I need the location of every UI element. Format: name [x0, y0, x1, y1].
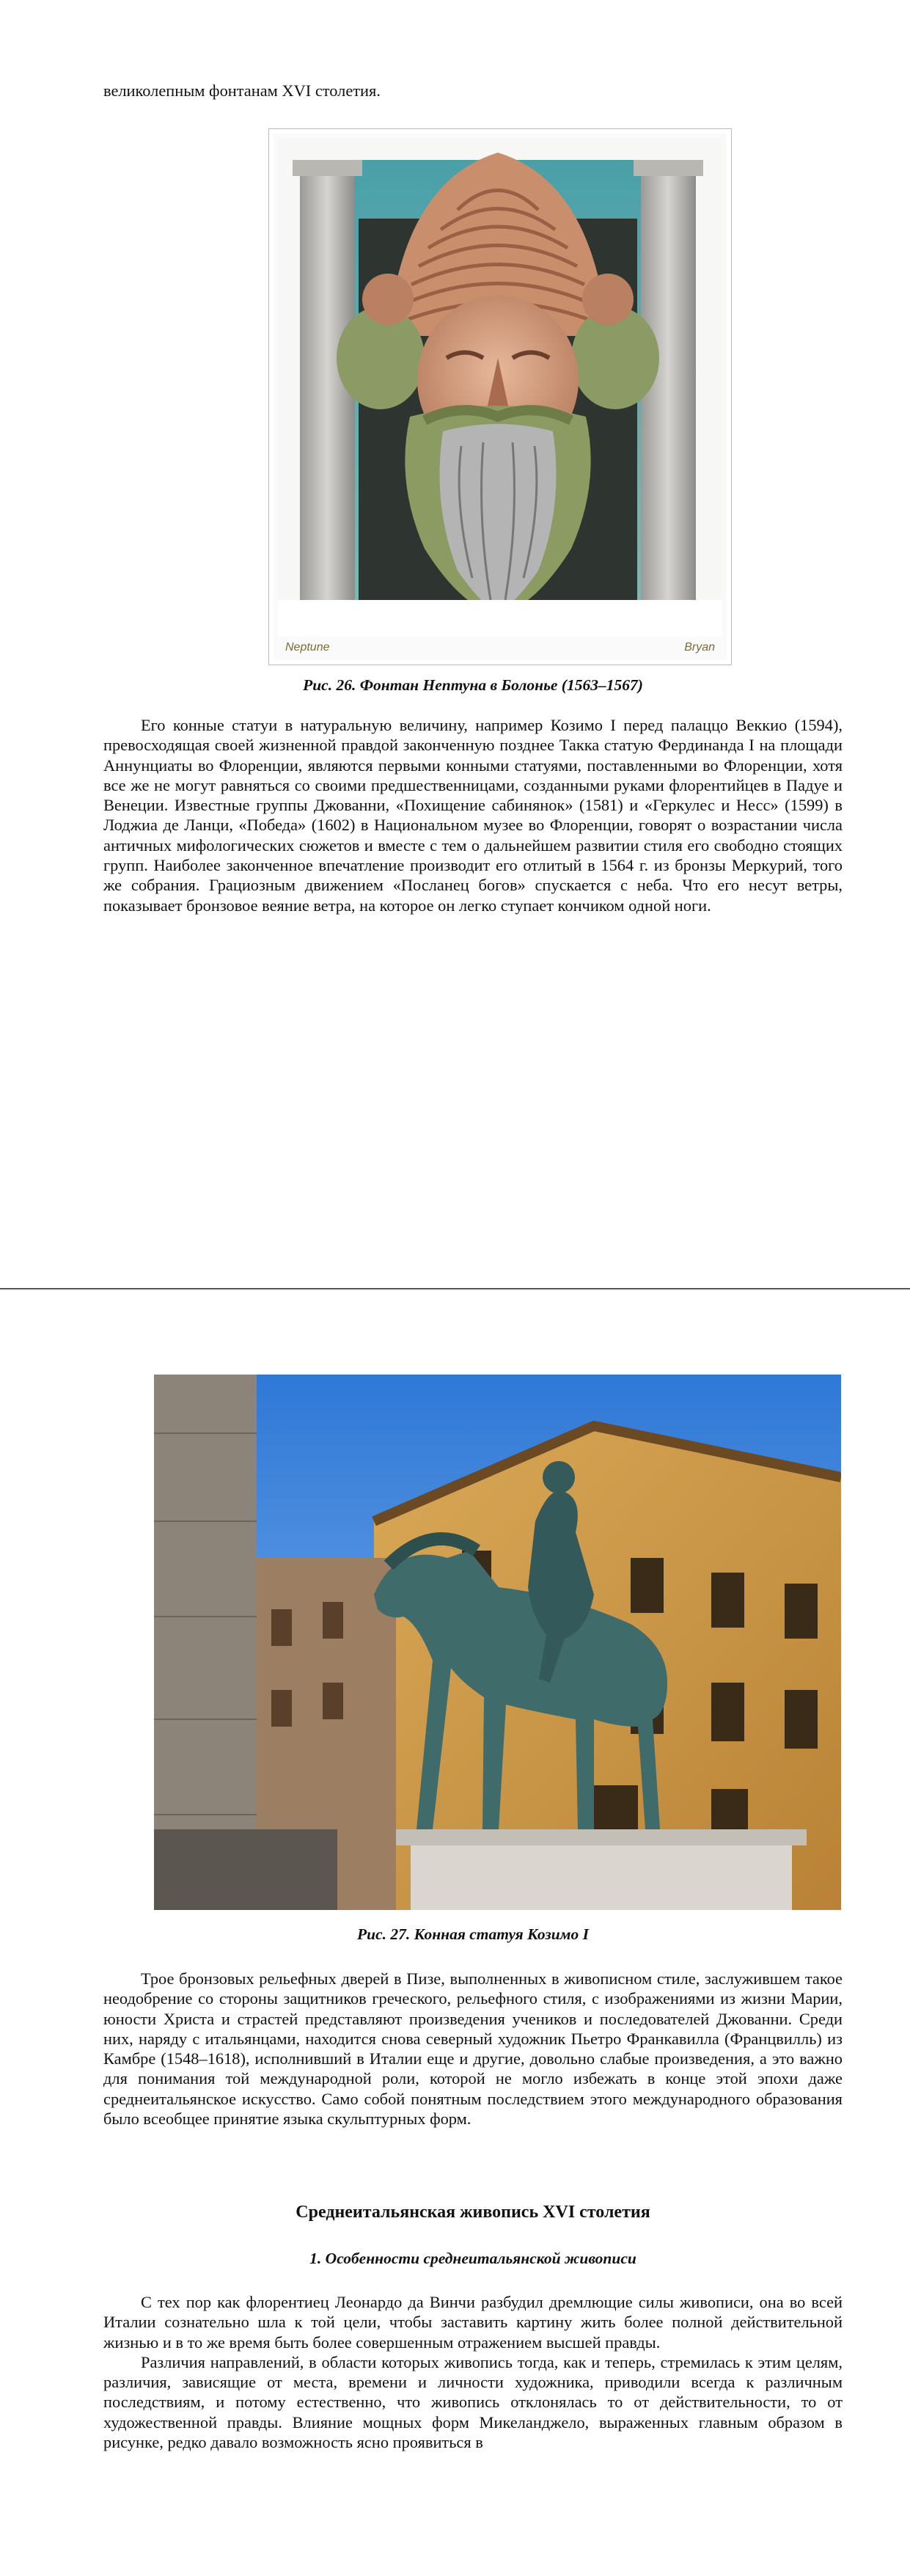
figure-caption: Рис. 26. Фонтан Нептуна в Болонье (1563–1567): [303, 676, 643, 694]
page-separator: [0, 1288, 910, 1289]
paragraph-text: Трое бронзовых рельефных дверей в Пизе, выполненных в живописном стиле, заслужившем такое неодобрение со стороны защитников греческого, рельефного стиля, с изображениями из жизни Марии, юности Христа и страстей представляют произведения учеников и последователей Джованни. Среди них, наряду с итальянцами, находится снова северный художник Пьетро Франкавилла (Францвилль) из Камбре (1548–1618), исполнивший в Италии еще и другие, довольно слабые произведения, а это важно для понимания той международной роли, которой не могло избежать в конце этой эпохи даже среднеитальянское искусство. Само собой понятным последствием этого международного образования было всеобщее принятие языка скульптурных форм.: [103, 1969, 843, 2129]
page-1: [0, 0, 910, 1287]
body-paragraph: [103, 2292, 843, 2452]
body-paragraph: [103, 715, 843, 915]
figure-label-left: Neptune: [285, 641, 330, 654]
paragraph-text: С тех пор как флорентиец Леонардо да Винчи разбудил дремлющие силы живописи, она во всей Италии сознательно шла к той цели, чтобы заставить картину жить более полной действительной жизнью и в то же время быть более совершенным отражением высшей правды.: [103, 2293, 843, 2352]
figure-neptune-fountain: [268, 128, 732, 665]
paragraph-text: Его конные статуи в натуральную величину, например Козимо I перед палаццо Веккио (1594), превосходящая своей жизненной правдой законченную позднее Такка статую Фердинанда I на площади Аннунциаты во Флоренции, являются первыми конными статуями, поставленными во Флоренции, хотя все же не могут равняться со своими предшественницами, созданными руками флорентийцев в Падуе и Венеции. Известные группы Джованни, «Похищение сабинянок» (1581) и «Геркулес и Несс» (1599) в Лоджиа де Ланци, «Победа» (1602) в Национальном музее во Флоренции, говорят о возрастании числа античных мифологических сюжетов и вместе с тем о дальнейшем развитии стиля его свободно стоящих групп. Наиболее законченное впечатление производит его отлитый в 1564 г. из бронзы Меркурий, того же собрания. Грациозным движением «Посланец богов» спускается с неба. Что его несут ветры, показывает бронзовое веяние ветра, на которое он легко ступает кончиком одной ноги.: [103, 716, 843, 915]
subsection-title: 1. Особенности среднеитальянской живописи: [309, 2250, 636, 2267]
body-paragraph: [103, 1969, 843, 2129]
neptune-fountain-image: [278, 138, 722, 637]
page-top-line: великолепным фонтанам XVI столетия.: [103, 81, 381, 100]
figure-label-right: Bryan: [684, 641, 715, 654]
page-2: [0, 1291, 910, 2576]
cosimo-statue-image: [154, 1375, 841, 1910]
section-title: Среднеитальянская живопись XVI столетия: [296, 2203, 650, 2222]
paragraph-text: Различия направлений, в области которых живопись тогда, как и теперь, стремилась к этим целям, различия, зависящие от места, времени и личности художника, приводили всегда к различным последствиям, и потому естественно, что живопись отклонялась то от действительности, то от художественной правды. Влияние мощных форм Микеланджело, выраженных главным образом в рисунке, редко давало возможность ясно проявиться в: [103, 2352, 843, 2452]
figure-cosimo-statue: [154, 1375, 841, 1910]
figure-caption: Рис. 27. Конная статуя Козимо I: [357, 1925, 589, 1943]
